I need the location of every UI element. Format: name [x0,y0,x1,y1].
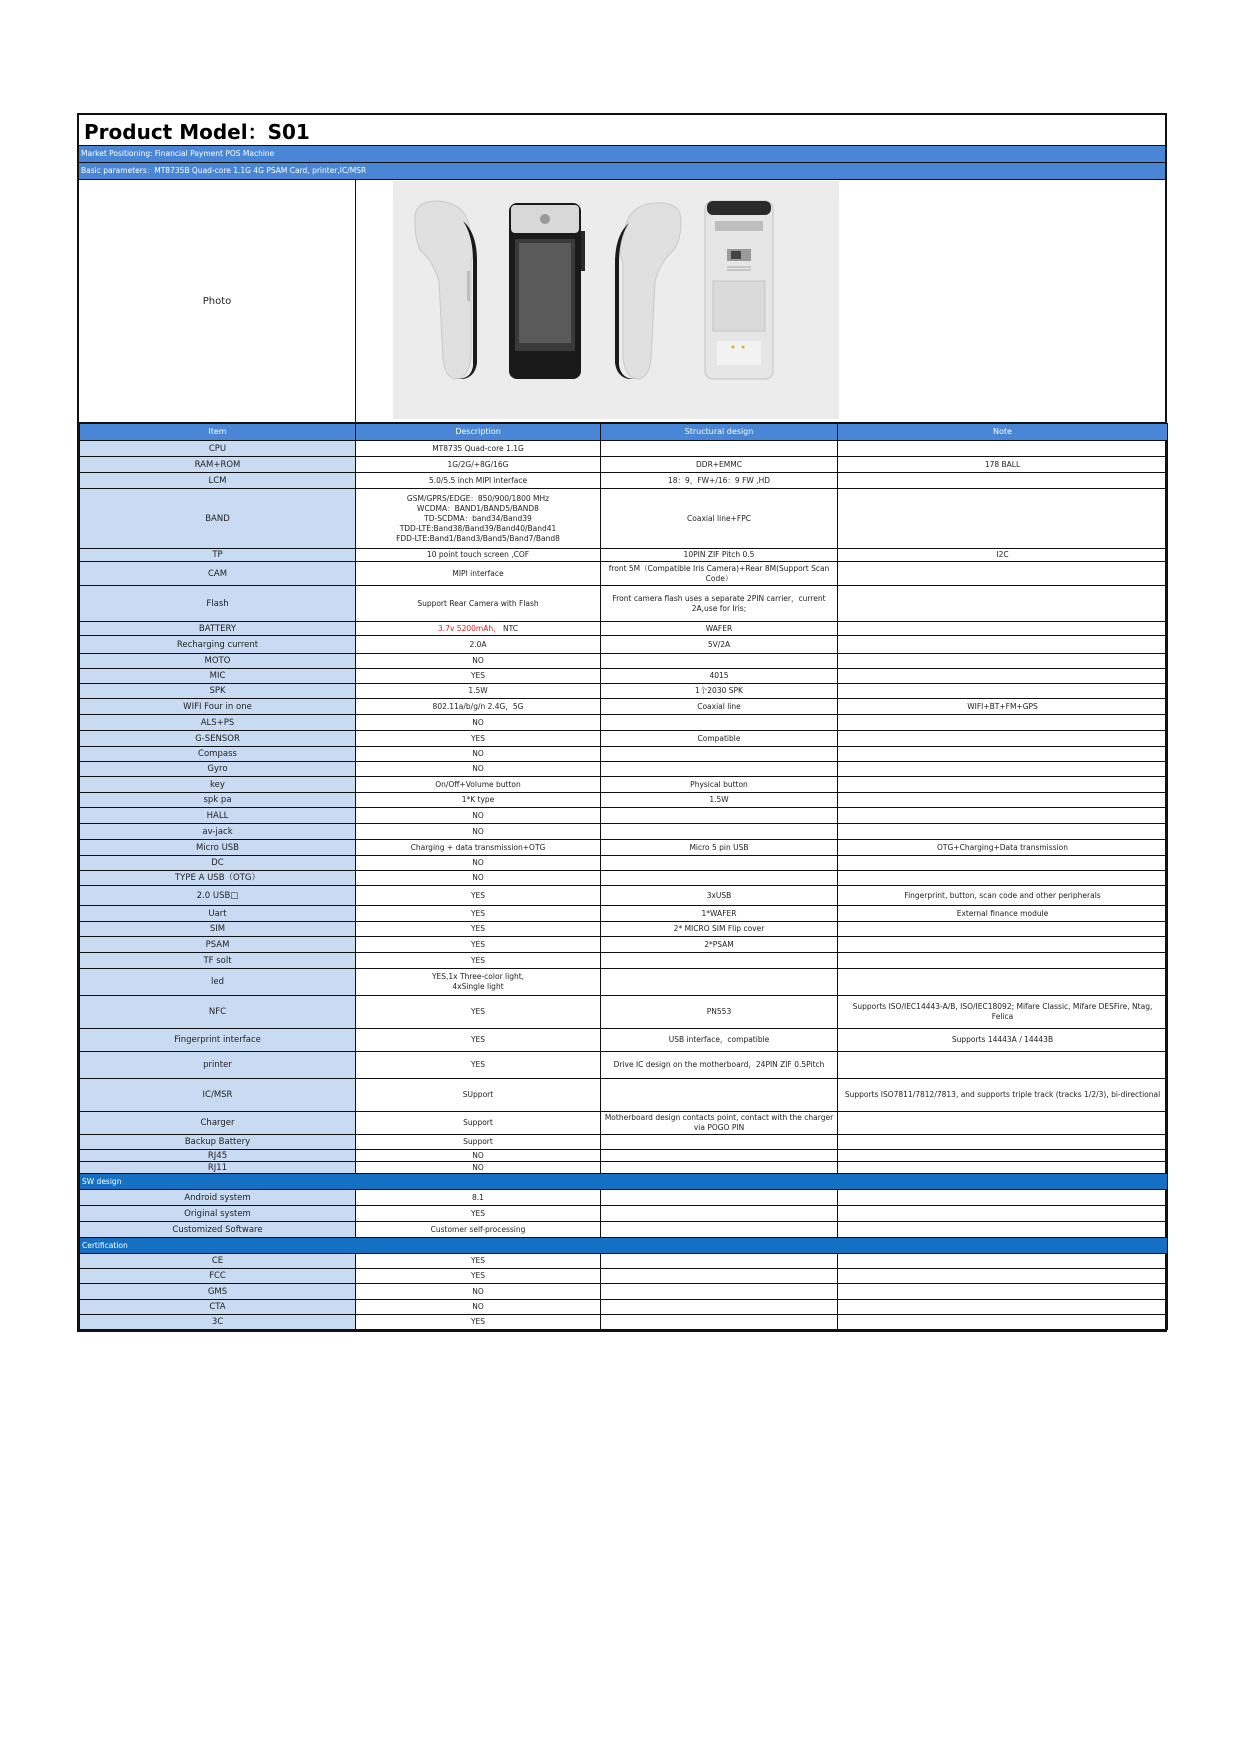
item-cell: NFC [80,996,356,1029]
table-row [80,1254,1168,1269]
structural-design-cell: 3xUSB [601,886,838,906]
table-row [80,871,1168,886]
table-row [80,937,1168,953]
note-cell [838,636,1168,654]
table-row [80,1052,1168,1079]
structural-design-cell: 1个2030 SPK [601,684,838,699]
item-cell: Compass [80,747,356,762]
note-cell [838,808,1168,824]
table-row [80,793,1168,808]
table-row [80,457,1168,473]
table-row [80,886,1168,906]
structural-design-cell: front 5M（Compatible Iris Camera)+Rear 8M(Support Scan Code） [601,562,838,586]
structural-design-cell: Physical button [601,777,838,793]
item-cell: CTA [80,1300,356,1315]
note-cell [838,1315,1168,1330]
table-row [80,1300,1168,1315]
item-cell: HALL [80,808,356,824]
table-row [80,1315,1168,1330]
note-cell [838,922,1168,937]
structural-design-cell: Front camera flash uses a separate 2PIN carrier，current 2A,use for Iris; [601,586,838,622]
description-cell: YES [356,669,601,684]
table-row [80,1112,1168,1135]
description-cell: 1.5W [356,684,601,699]
description-cell: 1G/2G/+8G/16G [356,457,601,473]
note-cell: External finance module [838,906,1168,922]
item-cell: ALS+PS [80,715,356,731]
note-cell [838,937,1168,953]
structural-design-cell [601,762,838,777]
description-cell: YES [356,886,601,906]
description-cell: MT8735 Quad-core 1.1G [356,441,601,457]
item-cell: SPK [80,684,356,699]
table-row [80,922,1168,937]
description-cell: 5.0/5.5 inch MIPI interface [356,473,601,489]
structural-design-cell: 4015 [601,669,838,684]
item-cell: Charger [80,1112,356,1135]
note-cell: 178 BALL [838,457,1168,473]
structural-design-cell: Micro 5 pin USB [601,840,838,856]
item-cell: CPU [80,441,356,457]
structural-design-cell [601,715,838,731]
item-cell: BAND [80,489,356,549]
table-row [80,549,1168,562]
description-cell: GSM/GPRS/EDGE：850/900/1800 MHz WCDMA：BAND1/BAND5/BAND8 TD-SCDMA：band34/Band39 TDD-LTE:Band38/Band39/Band40/Band41 FDD-LTE:Band1/Band3/Band5/Band7/Band8 [356,489,601,549]
item-cell: TF solt [80,953,356,969]
table-row [80,669,1168,684]
note-cell [838,856,1168,871]
note-cell [838,777,1168,793]
description-cell: 1*K type [356,793,601,808]
description-cell: NO [356,871,601,886]
note-cell [838,1162,1168,1174]
note-cell [838,969,1168,996]
description-cell: SUpport [356,1079,601,1112]
description-text: NTC [500,623,518,633]
product-title: Product Model：S01 [79,115,1165,146]
note-cell [838,1206,1168,1222]
note-cell [838,669,1168,684]
note-cell: Supports ISO/IEC14443-A/B, ISO/IEC18092; Mifare Classic, Mifare DESFire, Ntag, Felica [838,996,1168,1029]
item-cell: CE [80,1254,356,1269]
structural-design-cell: Drive IC design on the motherboard，24PIN ZIF 0.5Pitch [601,1052,838,1079]
note-cell [838,586,1168,622]
item-cell: CAM [80,562,356,586]
table-row [80,684,1168,699]
table-row [80,906,1168,922]
description-cell: YES [356,1254,601,1269]
note-cell [838,1300,1168,1315]
column-header-item: Item [80,424,356,441]
column-header-note: Note [838,424,1168,441]
item-cell: spk pa [80,793,356,808]
item-cell: TP [80,549,356,562]
item-cell: MOTO [80,654,356,669]
description-cell: YES [356,1315,601,1330]
table-row [80,840,1168,856]
item-cell: led [80,969,356,996]
note-cell [838,1254,1168,1269]
note-cell [838,731,1168,747]
table-row [80,1029,1168,1052]
item-cell: FCC [80,1269,356,1284]
table-row [80,856,1168,871]
note-cell [838,747,1168,762]
table-row [80,731,1168,747]
structural-design-cell: 1*WAFER [601,906,838,922]
description-cell: YES [356,731,601,747]
note-cell [838,1135,1168,1150]
photo-cell [356,180,1165,422]
table-row [80,824,1168,840]
description-cell: NO [356,1162,601,1174]
description-cell: Support Rear Camera with Flash [356,586,601,622]
description-cell: On/Off+Volume button [356,777,601,793]
photo-row [79,180,1165,423]
description-cell: 8.1 [356,1190,601,1206]
item-cell: LCM [80,473,356,489]
spec-table-body [80,424,1168,1330]
description-cell [356,622,601,636]
structural-design-cell [601,1190,838,1206]
item-cell: key [80,777,356,793]
sw-design-section-label: SW design [80,1174,1168,1190]
table-row [80,715,1168,731]
item-cell: Android system [80,1190,356,1206]
structural-design-cell [601,441,838,457]
item-cell: DC [80,856,356,871]
table-row [80,699,1168,715]
structural-design-cell [601,1206,838,1222]
item-cell: WIFI Four in one [80,699,356,715]
description-cell: 2.0A [356,636,601,654]
column-header-description: Description [356,424,601,441]
description-cell: NO [356,715,601,731]
description-cell: YES [356,1052,601,1079]
structural-design-cell: Coaxial line [601,699,838,715]
description-cell: YES,1x Three-color light, 4xSingle light [356,969,601,996]
table-row [80,622,1168,636]
item-cell: SIM [80,922,356,937]
item-cell: MIC [80,669,356,684]
note-cell [838,824,1168,840]
item-cell: Gyro [80,762,356,777]
note-cell: Supports ISO7811/7812/7813, and supports triple track (tracks 1/2/3), bi-directional [838,1079,1168,1112]
spec-sheet [77,113,1167,1332]
table-row [80,1079,1168,1112]
table-row [80,953,1168,969]
sw-design-section [80,1174,1168,1190]
structural-design-cell: 2* MICRO SIM Flip cover [601,922,838,937]
structural-design-cell [601,953,838,969]
note-cell [838,489,1168,549]
table-header-row [80,424,1168,441]
item-cell: Micro USB [80,840,356,856]
note-cell [838,715,1168,731]
note-cell [838,622,1168,636]
table-row [80,473,1168,489]
market-positioning-band: Market Positioning: Financial Payment POS Machine [79,146,1165,163]
structural-design-cell [601,1254,838,1269]
structural-design-cell [601,1300,838,1315]
description-cell: NO [356,654,601,669]
item-cell: 3C [80,1315,356,1330]
description-cell: NO [356,1150,601,1162]
item-cell: RJ11 [80,1162,356,1174]
note-cell [838,1190,1168,1206]
structural-design-cell [601,1284,838,1300]
description-cell: 10 point touch screen ,COF [356,549,601,562]
certification-section-label: Certification [80,1238,1168,1254]
description-cell: NO [356,824,601,840]
structural-design-cell: WAFER [601,622,838,636]
note-cell: Fingerprint, button, scan code and other peripherals [838,886,1168,906]
item-cell: PSAM [80,937,356,953]
column-header-structural-design: Structural design [601,424,838,441]
structural-design-cell: USB interface，compatible [601,1029,838,1052]
description-cell: Support [356,1112,601,1135]
table-row [80,762,1168,777]
note-cell [838,654,1168,669]
table-row [80,969,1168,996]
item-cell: Backup Battery [80,1135,356,1150]
table-row [80,441,1168,457]
table-row [80,1269,1168,1284]
note-cell [838,473,1168,489]
item-cell: RJ45 [80,1150,356,1162]
note-cell [838,1284,1168,1300]
structural-design-cell [601,808,838,824]
note-cell [838,1222,1168,1238]
description-cell: NO [356,856,601,871]
description-cell: NO [356,1300,601,1315]
item-cell: Fingerprint interface [80,1029,356,1052]
table-row [80,489,1168,549]
structural-design-cell: Motherboard design contacts point, contact with the charger via POGO PIN [601,1112,838,1135]
structural-design-cell [601,1135,838,1150]
structural-design-cell: Compatible [601,731,838,747]
table-row [80,1190,1168,1206]
note-cell [838,1052,1168,1079]
note-cell [838,562,1168,586]
item-cell: Uart [80,906,356,922]
description-cell: NO [356,808,601,824]
description-cell: YES [356,1029,601,1052]
note-cell: OTG+Charging+Data transmission [838,840,1168,856]
structural-design-cell: 1.5W [601,793,838,808]
item-cell: 2.0 USB□ [80,886,356,906]
table-row [80,636,1168,654]
device-front-view [509,203,585,379]
structural-design-cell: PN553 [601,996,838,1029]
certification-section [80,1238,1168,1254]
description-cell: 802.11a/b/g/n 2.4G，5G [356,699,601,715]
item-cell: IC/MSR [80,1079,356,1112]
note-cell: WIFI+BT+FM+GPS [838,699,1168,715]
spec-table [79,423,1168,1330]
structural-design-cell [601,1269,838,1284]
description-cell: YES [356,1206,601,1222]
table-row [80,1284,1168,1300]
table-row [80,1162,1168,1174]
structural-design-cell: DDR+EMMC [601,457,838,473]
table-row [80,747,1168,762]
note-cell [838,762,1168,777]
description-cell: YES [356,937,601,953]
structural-design-cell [601,1150,838,1162]
item-cell: Recharging current [80,636,356,654]
item-cell: av-jack [80,824,356,840]
structural-design-cell [601,824,838,840]
structural-design-cell [601,1222,838,1238]
basic-parameters-band: Basic parameters：MT8735B Quad-core 1.1G 4G PSAM Card, printer,IC/MSR [79,163,1165,180]
structural-design-cell [601,1162,838,1174]
structural-design-cell [601,1079,838,1112]
structural-design-cell: Coaxial line+FPC [601,489,838,549]
description-cell: YES [356,953,601,969]
description-cell: Charging + data transmission+OTG [356,840,601,856]
structural-design-cell [601,747,838,762]
table-row [80,586,1168,622]
structural-design-cell [601,871,838,886]
note-cell [838,871,1168,886]
description-cell: MIPI interface [356,562,601,586]
description-cell: YES [356,922,601,937]
description-cell: YES [356,996,601,1029]
structural-design-cell: 5V/2A [601,636,838,654]
table-row [80,654,1168,669]
structural-design-cell: 10PIN ZIF Pitch 0.5 [601,549,838,562]
structural-design-cell [601,1315,838,1330]
note-cell [838,1112,1168,1135]
structural-design-cell [601,969,838,996]
note-cell: I2C [838,549,1168,562]
note-cell [838,1150,1168,1162]
item-cell: GMS [80,1284,356,1300]
item-cell: Flash [80,586,356,622]
note-cell [838,793,1168,808]
structural-design-cell [601,654,838,669]
item-cell: BATTERY [80,622,356,636]
product-photo [393,181,839,419]
description-cell: YES [356,1269,601,1284]
description-cell: Support [356,1135,601,1150]
item-cell: RAM+ROM [80,457,356,473]
item-cell: printer [80,1052,356,1079]
table-row [80,1135,1168,1150]
description-cell: NO [356,762,601,777]
table-row [80,996,1168,1029]
description-highlight: 3.7v 5200mAh， [438,623,501,633]
table-row [80,1150,1168,1162]
structural-design-cell: 2*PSAM [601,937,838,953]
description-cell: NO [356,747,601,762]
description-cell: Customer self-processing [356,1222,601,1238]
table-row [80,777,1168,793]
table-row [80,562,1168,586]
structural-design-cell: 18：9，FW+/16：9 FW ,HD [601,473,838,489]
item-cell: Customized Software [80,1222,356,1238]
note-cell: Supports 14443A / 14443B [838,1029,1168,1052]
note-cell [838,441,1168,457]
table-row [80,1222,1168,1238]
item-cell: TYPE A USB（OTG） [80,871,356,886]
item-cell: Original system [80,1206,356,1222]
item-cell: G-SENSOR [80,731,356,747]
note-cell [838,1269,1168,1284]
photo-label: Photo [79,180,356,422]
device-back-view [705,201,773,379]
table-row [80,808,1168,824]
table-row [80,1206,1168,1222]
note-cell [838,953,1168,969]
description-cell: NO [356,1284,601,1300]
description-cell: YES [356,906,601,922]
structural-design-cell [601,856,838,871]
note-cell [838,684,1168,699]
